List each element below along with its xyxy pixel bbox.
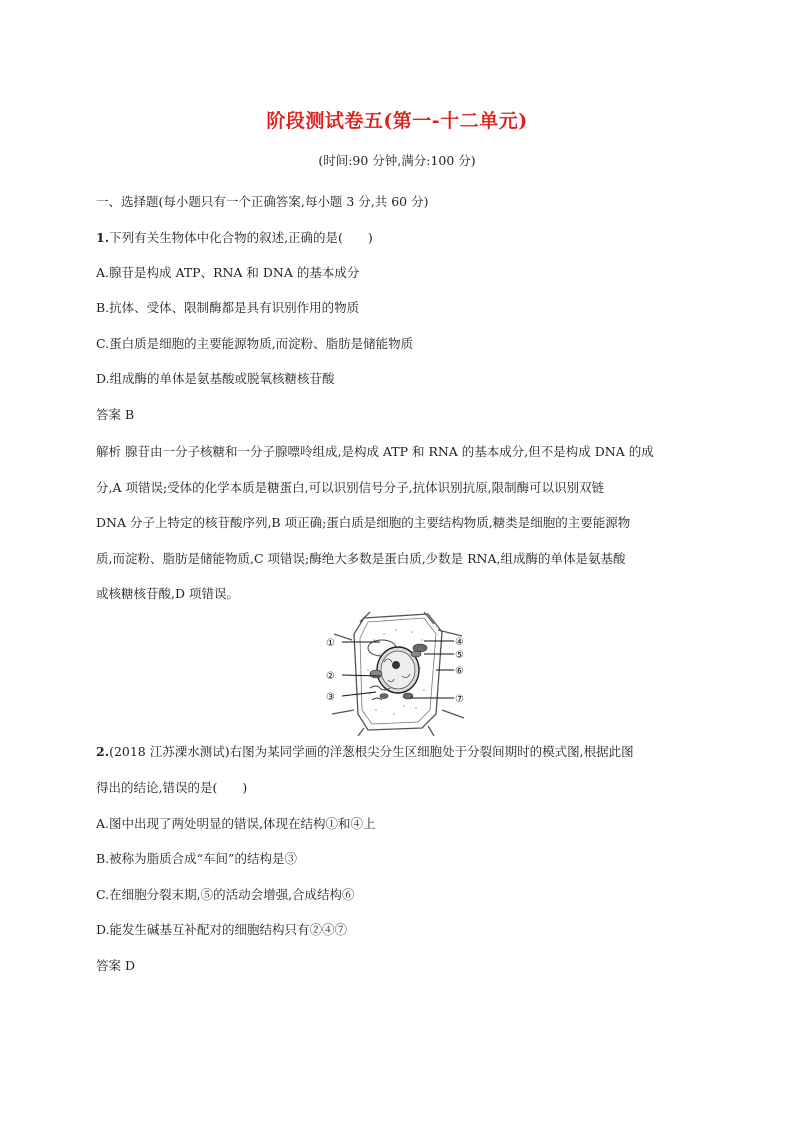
- question-2-answer: 答案 D: [96, 958, 135, 973]
- question-1-stem: 下列有关生物体中化合物的叙述,正确的是( ): [109, 230, 373, 245]
- question-2-option-d: D.能发生碱基互补配对的细胞结构只有②④⑦: [96, 922, 348, 937]
- question-1-option-d: D.组成酶的单体是氨基酸或脱氧核糖核苷酸: [96, 371, 335, 386]
- analysis-line: DNA 分子上特定的核苷酸序列,B 项正确;蛋白质是细胞的主要结构物质,糖类是细胞的主要能源物: [96, 515, 631, 531]
- question-1-number: 1.: [96, 230, 110, 245]
- question-2-option-a: A.图中出现了两处明显的错误,体现在结构①和④上: [96, 816, 376, 831]
- figure-label-3: ③: [326, 692, 335, 703]
- figure-label-1: ①: [326, 638, 335, 649]
- question-2-option-b: B.被称为脂质合成“车间”的结构是③: [96, 851, 297, 866]
- question-2-option-c: C.在细胞分裂末期,⑤的活动会增强,合成结构⑥: [96, 887, 355, 902]
- question-2: [96, 742, 634, 760]
- figure-label-6: ⑥: [455, 666, 464, 677]
- figure-label-5: ⑤: [455, 650, 464, 661]
- question-1-option-c: C.蛋白质是细胞的主要能源物质,而淀粉、脂肪是储能物质: [96, 336, 414, 351]
- question-1-analysis: [96, 434, 700, 612]
- question-2-stem-line-2: 得出的结论,错误的是( ): [96, 780, 248, 795]
- question-2-stem-line-1: (2018 江苏溧水测试)右图为某同学画的洋葱根尖分生区细胞处于分裂间期时的模式图,根据此图: [109, 744, 634, 759]
- analysis-line: 分,A 项错误;受体的化学本质是糖蛋白,可以识别信号分子,抗体识别抗原,限制酶可以识别双链: [96, 479, 605, 495]
- question-1: [96, 228, 373, 246]
- analysis-line: 或核糖核苷酸,D 项错误。: [96, 586, 239, 602]
- analysis-line: 质,而淀粉、脂肪是储能物质,C 项错误;酶绝大多数是蛋白质,少数是 RNA,组成酶的单体是氨基酸: [96, 550, 626, 566]
- question-1-option-a: A.腺苷是构成 ATP、RNA 和 DNA 的基本成分: [96, 265, 360, 280]
- question-1-option-b: B.抗体、受体、限制酶都是具有识别作用的物质: [96, 300, 360, 315]
- question-2-number: 2.: [96, 744, 110, 759]
- onion-root-cell-figure: [324, 610, 470, 736]
- figure-label-4: ④: [455, 637, 464, 648]
- question-1-answer: 答案 B: [96, 407, 135, 422]
- page-subtitle: (时间:90 分钟,满分:100 分): [318, 153, 476, 168]
- section-heading: 一、选择题(每小题只有一个正确答案,每小题 3 分,共 60 分): [96, 194, 429, 209]
- figure-label-7: ⑦: [455, 694, 464, 705]
- page-title: 阶段测试卷五(第一-十二单元): [266, 110, 528, 132]
- analysis-line: 解析 腺苷由一分子核糖和一分子腺嘌呤组成,是构成 ATP 和 RNA 的基本成分,但不是构成 DNA 的成: [96, 444, 654, 459]
- figure-label-2: ②: [326, 671, 335, 682]
